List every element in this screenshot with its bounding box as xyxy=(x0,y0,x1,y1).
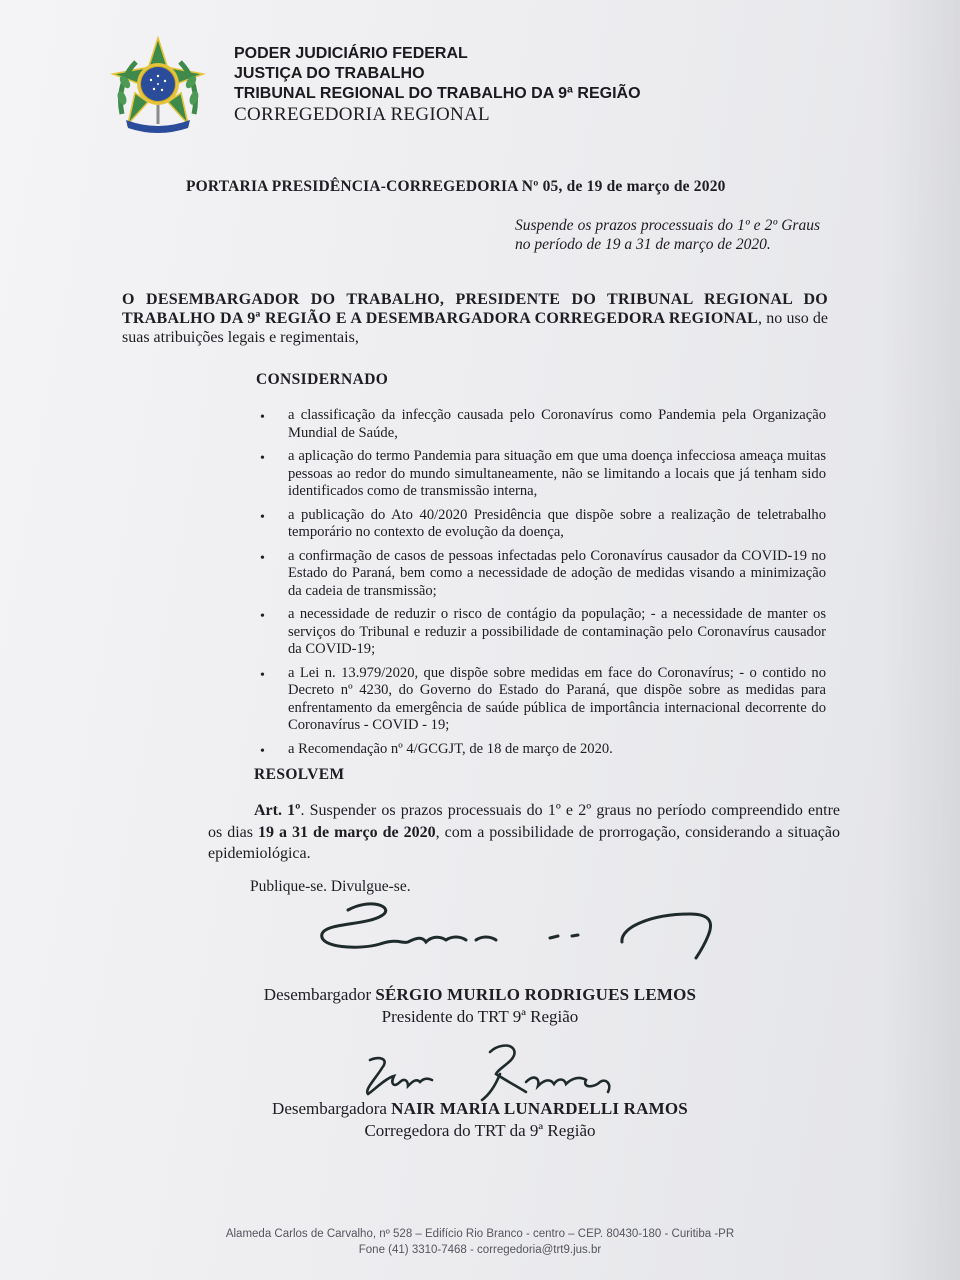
signer-1-role: Presidente do TRT 9ª Região xyxy=(381,1007,579,1026)
footer-email-link[interactable]: corregedoria@trt9.jus.br xyxy=(477,1244,602,1256)
signer-1-prefix: Desembargador xyxy=(263,985,376,1004)
letterhead-line-1: PODER JUDICIÁRIO FEDERAL xyxy=(234,45,468,62)
considering-heading: CONSIDERNADO xyxy=(256,371,389,388)
signer-2 xyxy=(180,1098,780,1142)
signer-2-role: Corregedora do TRT da 9ª Região xyxy=(364,1121,596,1140)
document-preamble xyxy=(122,290,828,347)
list-item: • a Lei n. 13.979/2020, que dispõe sobre medidas em face do Coronavírus; - o contido no Decreto nº 4230, do Governo do Estado do Paraná, que dispõe sobre as medidas para enfrentamento da emergência de saúde pública de importância internacional decorrente do Coronavírus - COVID - 19; xyxy=(258,665,826,735)
resolve-heading: RESOLVEM xyxy=(254,766,345,783)
article-dates: 19 a 31 de março de 2020 xyxy=(258,823,436,841)
list-item: • a classificação da infecção causada pelo Coronavírus como Pandemia pela Organização Mundial de Saúde, xyxy=(258,407,826,442)
article-label: Art. 1º xyxy=(254,802,301,819)
article-text-1: . Suspender os prazos processuais do 1º e 2º graus no período compreendido entre os dias xyxy=(208,802,841,841)
list-item: • a necessidade de reduzir o risco de contágio da população; - a necessidade de manter os serviços do Tribunal e reduzir a possibilidade de contaminação pelo Coronavírus causador da COVID-19; xyxy=(258,606,826,659)
footer xyxy=(0,1226,960,1258)
signer-2-name: NAIR MARIA LUNARDELLI RAMOS xyxy=(391,1099,688,1118)
considerations-list xyxy=(258,407,826,758)
signature-1-image xyxy=(300,892,720,972)
footer-address: Alameda Carlos de Carvalho, nº 528 – Edifício Rio Branco - centro – CEP. 80430-180 - Curitiba -PR xyxy=(225,1228,735,1240)
signer-2-prefix: Desembargadora xyxy=(272,1099,392,1118)
list-item: • a aplicação do termo Pandemia para situação em que uma doença infecciosa ameaça muitas pessoas ao redor do mundo simultaneamente, não se limitando a locais que já tenham sido identificados como de transmissão interna, xyxy=(258,448,826,501)
preamble-bold: O DESEMBARGADOR DO TRABALHO, PRESIDENTE DO TRIBUNAL REGIONAL DO TRABALHO DA 9ª REGIÃO E A DESEMBARGADORA CORREGEDORA REGIONAL xyxy=(122,291,828,327)
list-item: • a publicação do Ato 40/2020 Presidência que dispõe sobre a realização de teletrabalho temporário no contexto de evolução da doença, xyxy=(258,507,826,542)
footer-contact xyxy=(0,1242,960,1258)
signer-1-name: SÉRGIO MURILO RODRIGUES LEMOS xyxy=(375,985,697,1004)
letterhead-line-2: JUSTIÇA DO TRABALHO xyxy=(234,65,425,82)
document-title: PORTARIA PRESIDÊNCIA-CORREGEDORIA Nº 05, de 19 de março de 2020 xyxy=(186,178,726,195)
letterhead-line-3: TRIBUNAL REGIONAL DO TRABALHO DA 9ª REGIÃO xyxy=(234,85,641,102)
coat-of-arms-icon xyxy=(108,36,208,136)
list-item: • a confirmação de casos de pessoas infectadas pelo Coronavírus causador da COVID-19 no Estado do Paraná, bem como a necessidade de adoção de medidas visando a minimização da cadeia de transmissão; xyxy=(258,548,826,601)
preamble-rest: , no uso de suas atribuições legais e regimentais, xyxy=(122,310,829,346)
signer-2-name-line xyxy=(180,1098,780,1120)
document-ementa: Suspende os prazos processuais do 1º e 2º Graus no período de 19 a 31 de março de 2020. xyxy=(515,217,820,253)
article-text-2: , com a possibilidade de prorrogação, considerando a situação epidemiológica. xyxy=(208,823,841,862)
signer-1-name-line xyxy=(180,984,780,1006)
signer-1 xyxy=(180,984,780,1028)
footer-phone: Fone (41) 3310-7468 - xyxy=(358,1244,478,1256)
list-item: • a Recomendação nº 4/GCGJT, de 18 de março de 2020. xyxy=(258,741,826,759)
letterhead xyxy=(234,44,641,126)
closing-formula: Publique-se. Divulgue-se. xyxy=(250,878,411,895)
letterhead-line-4: CORREGEDORIA REGIONAL xyxy=(234,104,490,125)
article-1 xyxy=(208,800,840,865)
page-shadow xyxy=(880,0,960,1280)
